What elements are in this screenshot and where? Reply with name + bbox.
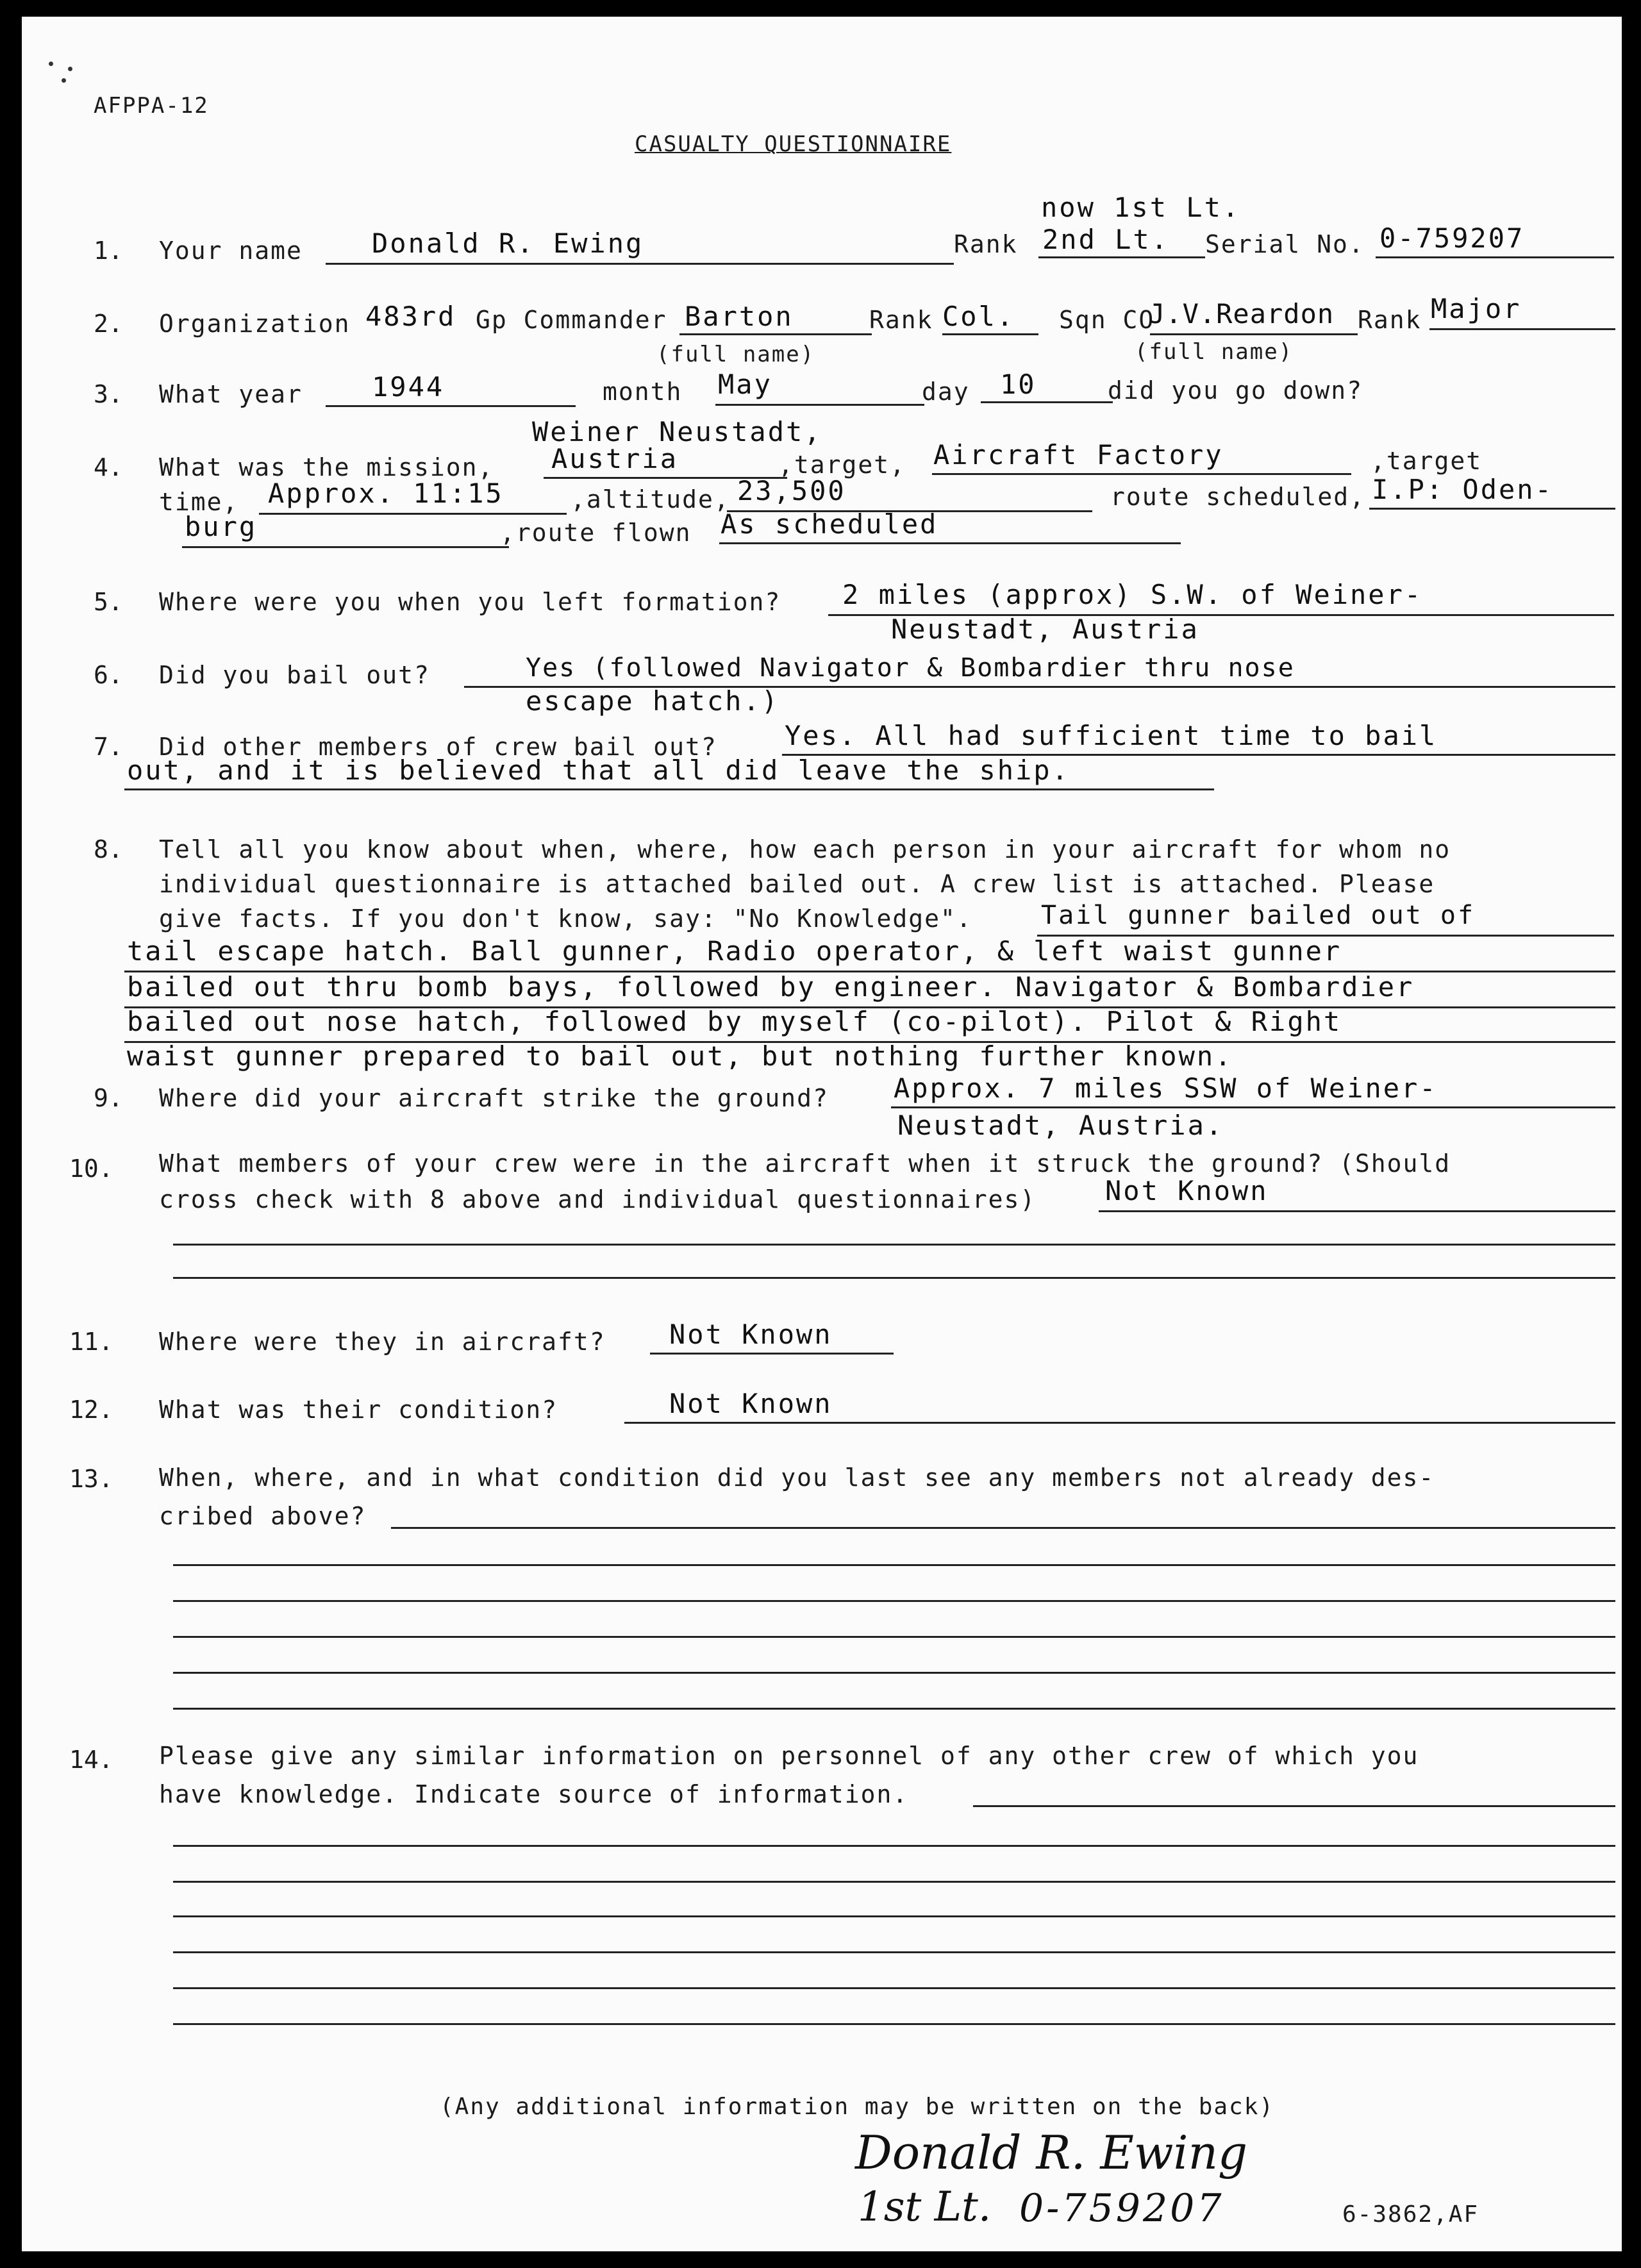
form-id: AFPPA-12 bbox=[94, 93, 209, 119]
bail-out-label: Did you bail out? bbox=[159, 661, 430, 689]
question-number: 12. bbox=[69, 1396, 113, 1424]
position-value[interactable]: Not Known bbox=[669, 1319, 833, 1350]
gp-commander-line bbox=[679, 333, 872, 335]
question-text: cribed above? bbox=[159, 1502, 367, 1530]
day-label: day bbox=[922, 378, 970, 406]
route-scheduled-label: route scheduled, bbox=[1110, 483, 1366, 511]
organization-label: Organization bbox=[159, 310, 351, 338]
question-text: individual questionnaire is attached bailed out. A crew list is attached. Please bbox=[159, 870, 1435, 898]
other-crew-line[interactable] bbox=[973, 1805, 1615, 1807]
signature-serial: 0-759207 bbox=[1019, 2186, 1224, 2231]
gp-rank-value[interactable]: Col. bbox=[942, 301, 1015, 332]
scan-speck bbox=[68, 67, 72, 71]
question-text: What members of your crew were in the aircraft when it struck the ground? (Should bbox=[159, 1149, 1451, 1178]
crew-bail-label: Did other members of crew bail out? bbox=[159, 733, 717, 761]
answer-line[interactable] bbox=[173, 1672, 1615, 1674]
strike-ground-value[interactable]: Approx. 7 miles SSW of Weiner- bbox=[894, 1072, 1438, 1104]
question-text: have knowledge. Indicate source of information. bbox=[159, 1780, 909, 1808]
question-text: give facts. If you don't know, say: "No Knowledge". bbox=[159, 905, 972, 933]
crew-bail-value-2[interactable]: out, and it is believed that all did leave the ship. bbox=[127, 755, 1070, 786]
additional-info-note: (Any additional information may be written on the back) bbox=[440, 2094, 1275, 2120]
question-number: 2. bbox=[94, 310, 123, 338]
mission-city-value[interactable]: Weiner Neustadt, bbox=[532, 416, 822, 447]
condition-label: What was their condition? bbox=[159, 1396, 558, 1424]
name-value[interactable]: Donald R. Ewing bbox=[372, 228, 644, 259]
bail-details-value-5[interactable]: waist gunner prepared to bail out, but nothing further known. bbox=[127, 1040, 1233, 1072]
crew-in-aircraft-value[interactable]: Not Known bbox=[1105, 1175, 1269, 1206]
question-number: 11. bbox=[69, 1328, 113, 1356]
question-number: 5. bbox=[94, 588, 123, 616]
answer-line[interactable] bbox=[173, 1636, 1615, 1638]
year-label: What year bbox=[159, 380, 303, 408]
month-value[interactable]: May bbox=[718, 369, 772, 400]
full-name-caption: (full name) bbox=[1135, 339, 1294, 365]
route-flown-label: ,route flown bbox=[500, 519, 692, 547]
serial-label: Serial No. bbox=[1205, 230, 1365, 258]
left-formation-value[interactable]: 2 miles (approx) S.W. of Weiner- bbox=[842, 579, 1423, 610]
question-number: 10. bbox=[69, 1155, 113, 1183]
bail-details-value-3[interactable]: bailed out thru bomb bays, followed by engineer. Navigator & Bombardier bbox=[127, 971, 1415, 1003]
answer-line[interactable] bbox=[173, 2023, 1615, 2025]
question-number: 7. bbox=[94, 733, 123, 761]
year-line bbox=[326, 405, 576, 407]
condition-value[interactable]: Not Known bbox=[669, 1388, 833, 1419]
time-value[interactable]: Approx. 11:15 bbox=[268, 478, 504, 509]
route-flown-line bbox=[719, 542, 1181, 544]
time-label: time, bbox=[159, 488, 239, 516]
altitude-value[interactable]: 23,500 bbox=[737, 475, 846, 506]
organization-value[interactable]: 483rd bbox=[365, 301, 456, 332]
serial-value[interactable]: 0-759207 bbox=[1379, 222, 1525, 254]
route-flown-value[interactable]: As scheduled bbox=[721, 508, 938, 540]
route-scheduled-line-2 bbox=[182, 546, 509, 548]
route-scheduled-line bbox=[1369, 508, 1615, 510]
sqn-co-value[interactable]: J.V.Reardon bbox=[1149, 298, 1335, 329]
sqn-co-label: Sqn CO bbox=[1059, 306, 1155, 334]
route-scheduled-value[interactable]: I.P: Oden- bbox=[1372, 474, 1553, 505]
answer-line[interactable] bbox=[173, 1845, 1615, 1847]
condition-line bbox=[624, 1422, 1615, 1424]
mission-label: What was the mission, bbox=[159, 453, 494, 481]
bail-details-value-4[interactable]: bailed out nose hatch, followed by myself (co-pilot). Pilot & Right bbox=[127, 1006, 1342, 1037]
rank-label: Rank bbox=[869, 306, 933, 334]
question-number: 1. bbox=[94, 237, 123, 265]
question-number: 6. bbox=[94, 661, 123, 689]
question-number: 9. bbox=[94, 1084, 123, 1112]
full-name-caption: (full name) bbox=[656, 342, 815, 367]
route-scheduled-value-2[interactable]: burg bbox=[185, 511, 258, 542]
target-line bbox=[932, 473, 1351, 475]
question-text: When, where, and in what condition did you last see any members not already des- bbox=[159, 1463, 1435, 1492]
strike-ground-label: Where did your aircraft strike the ground? bbox=[159, 1084, 829, 1112]
answer-line bbox=[173, 1244, 1615, 1246]
day-value[interactable]: 10 bbox=[1000, 369, 1037, 400]
gp-commander-label: Gp Commander bbox=[476, 306, 667, 334]
name-label: Your name bbox=[159, 237, 303, 265]
mission-value[interactable]: Austria bbox=[551, 443, 679, 474]
name-line bbox=[326, 263, 954, 265]
crew-bail-line-2 bbox=[124, 788, 1214, 790]
day-line bbox=[981, 401, 1113, 403]
crew-in-aircraft-line bbox=[1099, 1210, 1615, 1212]
answer-line[interactable] bbox=[173, 1987, 1615, 1989]
rank-label: Rank bbox=[954, 230, 1018, 258]
sqn-co-line bbox=[1150, 333, 1358, 335]
crew-bail-value[interactable]: Yes. All had sufficient time to bail bbox=[785, 720, 1438, 751]
gp-rank-line bbox=[942, 333, 1038, 335]
question-text: Please give any similar information on personnel of any other crew of which you bbox=[159, 1742, 1419, 1770]
bail-details-value-2[interactable]: tail escape hatch. Ball gunner, Radio operator, & left waist gunner bbox=[127, 935, 1342, 967]
strike-ground-value-2[interactable]: Neustadt, Austria. bbox=[897, 1110, 1224, 1141]
target-value[interactable]: Aircraft Factory bbox=[933, 439, 1224, 471]
answer-line[interactable] bbox=[173, 1708, 1615, 1710]
scan-speck bbox=[62, 78, 66, 83]
answer-line bbox=[173, 1277, 1615, 1279]
question-number: 4. bbox=[94, 453, 123, 481]
answer-line[interactable] bbox=[173, 1600, 1615, 1602]
question-number: 13. bbox=[69, 1465, 113, 1493]
question-number: 8. bbox=[94, 835, 123, 863]
bail-out-value-2[interactable]: escape hatch.) bbox=[526, 685, 780, 717]
answer-line[interactable] bbox=[173, 1915, 1615, 1917]
sqn-rank-line bbox=[1429, 328, 1615, 330]
strike-ground-line bbox=[891, 1106, 1615, 1108]
form-code: 6-3862,AF bbox=[1342, 2201, 1479, 2228]
month-line bbox=[715, 404, 924, 406]
question-text: Tell all you know about when, where, how each person in your aircraft for whom no bbox=[159, 835, 1451, 863]
answer-line[interactable] bbox=[173, 1881, 1615, 1883]
scan-speck bbox=[49, 62, 53, 66]
target-time-label: ,target bbox=[1370, 447, 1483, 475]
left-formation-label: Where were you when you left formation? bbox=[159, 588, 781, 616]
target-label: ,target, bbox=[778, 451, 906, 479]
question-text: cross check with 8 above and individual questionnaires) bbox=[159, 1185, 1037, 1213]
rank-value[interactable]: 2nd Lt. bbox=[1042, 224, 1170, 255]
serial-line bbox=[1376, 256, 1614, 258]
position-line bbox=[650, 1353, 894, 1355]
altitude-label: ,altitude, bbox=[571, 485, 730, 513]
left-formation-value-2[interactable]: Neustadt, Austria bbox=[891, 613, 1199, 645]
rank-line bbox=[1038, 256, 1205, 258]
year-value[interactable]: 1944 bbox=[372, 371, 445, 403]
question-number: 3. bbox=[94, 380, 123, 408]
questionnaire-sheet bbox=[22, 17, 1622, 2251]
month-label: month bbox=[603, 378, 683, 406]
rank-note: now 1st Lt. bbox=[1041, 192, 1241, 223]
bail-out-value[interactable]: Yes (followed Navigator & Bombardier thru nose bbox=[526, 653, 1295, 683]
page-title: CASUALTY QUESTIONNAIRE bbox=[635, 131, 952, 157]
last-seen-line[interactable] bbox=[391, 1527, 1615, 1529]
went-down-label: did you go down? bbox=[1108, 376, 1363, 404]
answer-line[interactable] bbox=[173, 1951, 1615, 1953]
question-number: 14. bbox=[69, 1746, 113, 1774]
time-line bbox=[259, 513, 567, 515]
signature: Donald R. Ewing bbox=[855, 2126, 1248, 2180]
rank-label: Rank bbox=[1358, 306, 1422, 334]
bail-details-value[interactable]: Tail gunner bailed out of bbox=[1041, 901, 1476, 930]
gp-commander-value[interactable]: Barton bbox=[685, 301, 794, 332]
sqn-rank-value[interactable]: Major bbox=[1431, 293, 1522, 324]
answer-line[interactable] bbox=[173, 1564, 1615, 1566]
position-label: Where were they in aircraft? bbox=[159, 1328, 606, 1356]
signature-rank: 1st Lt. bbox=[858, 2183, 992, 2231]
